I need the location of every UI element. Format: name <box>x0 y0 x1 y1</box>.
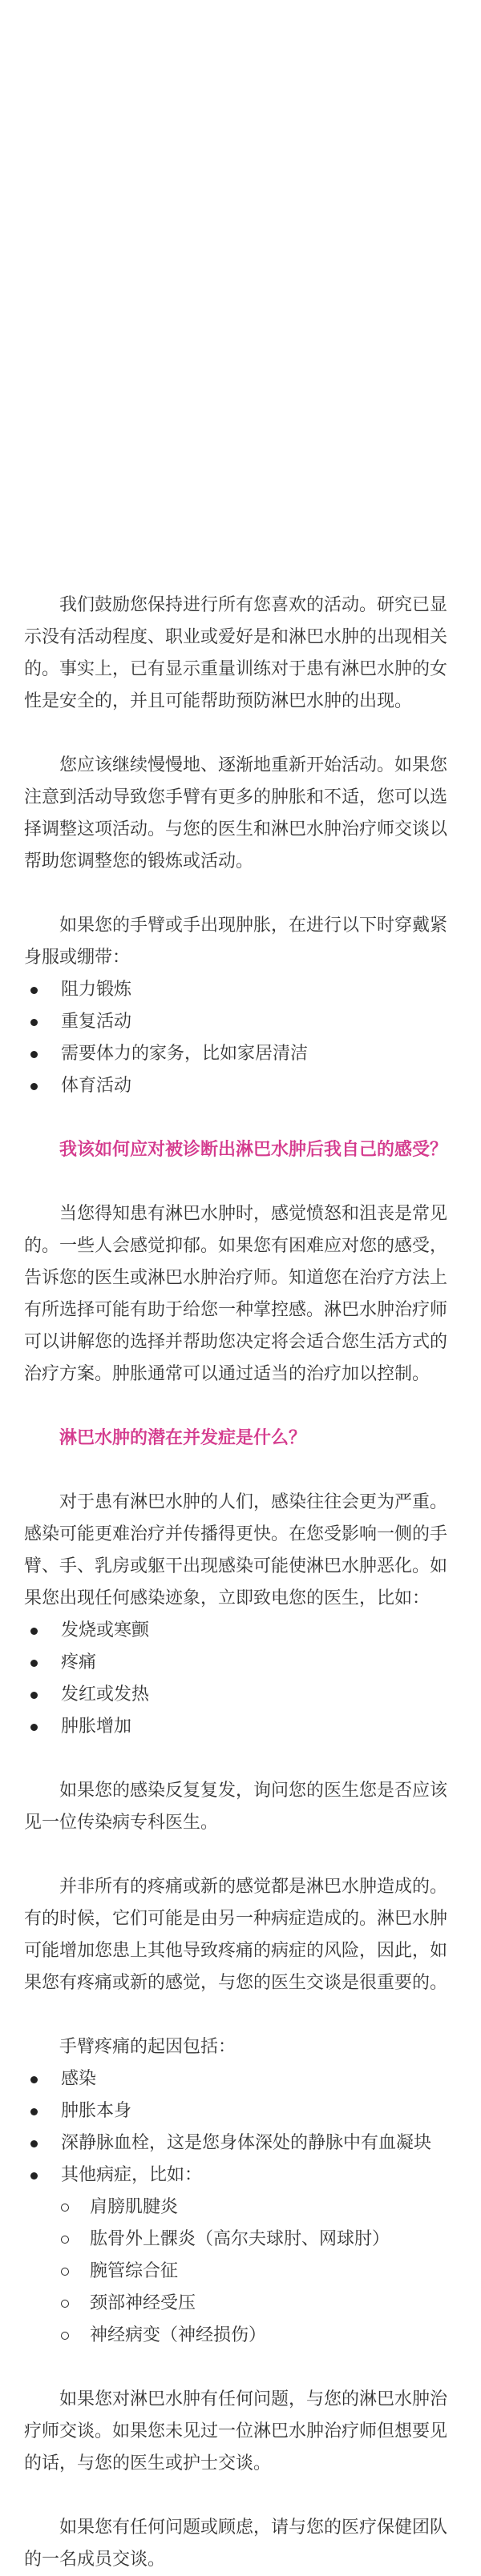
list-item: 发红或发热 <box>24 1679 457 1711</box>
hollow-bullet-icon <box>61 2236 69 2244</box>
list-item: 发烧或寒颤 <box>24 1615 457 1647</box>
sub-list-item: 腕管综合征 <box>24 2256 457 2288</box>
paragraph-compression-garment: 如果您的手臂或手出现肿胀，在进行以下时穿戴紧身服或绷带： <box>24 916 448 968</box>
bullet-icon <box>30 1660 38 1667</box>
blank-area <box>0 0 481 590</box>
list-item: 需要体力的家务，比如家居清洁 <box>24 1038 457 1070</box>
hollow-bullet-icon <box>61 2204 69 2212</box>
hollow-bullet-icon <box>61 2268 69 2276</box>
paragraph-activities-intro: 我们鼓励您保持进行所有您喜欢的活动。研究已显示没有活动程度、职业或爱好是和淋巴水肿的出现相关的。事实上，已有显示重量训练对于患有淋巴水肿的女性是安全的，并且可能帮助预防淋巴水肿的出现。 <box>24 595 448 711</box>
arm-pain-cause-list <box>24 2063 457 2352</box>
list-item: 深静脉血栓，这是您身体深处的静脉中有血凝块 <box>24 2127 457 2159</box>
paragraph-infection: 对于患有淋巴水肿的人们，感染往往会更为严重。感染可能更难治疗并传播得更快。在您受影响一侧的手臂、手、乳房或躯干出现感染可能使淋巴水肿恶化。如果您出现任何感染迹象，立即致电您的医生，比如： <box>24 1492 448 1608</box>
bullet-icon <box>30 1692 38 1699</box>
bullet-icon <box>30 987 38 994</box>
bullet-icon <box>30 1019 38 1026</box>
list-item: 体育活动 <box>24 1070 457 1102</box>
bullet-icon <box>30 1051 38 1058</box>
bullet-icon <box>30 1628 38 1635</box>
paragraph-therapist-questions: 如果您对淋巴水肿有任何问题，与您的淋巴水肿治疗师交谈。如果您未见过一位淋巴水肿治疗师但想要见的话，与您的医生或护士交谈。 <box>24 2389 448 2473</box>
list-item: 疼痛 <box>24 1647 457 1679</box>
list-item: 感染 <box>24 2063 457 2095</box>
other-condition-list <box>24 2192 457 2352</box>
list-item: 重复活动 <box>24 1006 457 1038</box>
hollow-bullet-icon <box>61 2332 69 2340</box>
bullet-icon <box>30 2076 38 2083</box>
section-heading-feelings: 我该如何应对被诊断出淋巴水肿后我自己的感受？ <box>59 1140 448 1160</box>
sub-list-item: 神经病变（神经损伤） <box>24 2320 457 2352</box>
hollow-bullet-icon <box>61 2300 69 2308</box>
paragraph-recurrent-infection: 如果您的感染反复复发，询问您的医生您是否应该见一位传染病专科医生。 <box>24 1781 448 1833</box>
paragraph-arm-pain-causes: 手臂疼痛的起因包括： <box>59 2037 236 2057</box>
article-content <box>24 590 457 2576</box>
infection-sign-list <box>24 1615 457 1743</box>
list-item: 阻力锻炼 <box>24 974 457 1006</box>
bullet-icon <box>30 2140 38 2147</box>
paragraph-resume-activity: 您应该继续慢慢地、逐渐地重新开始活动。如果您注意到活动导致您手臂有更多的肿胀和不适，您可以选择调整这项活动。与您的医生和淋巴水肿治疗师交谈以帮助您调整您的锻炼或活动。 <box>24 755 448 871</box>
bullet-icon <box>30 1083 38 1090</box>
paragraph-feelings: 当您得知患有淋巴水肿时，感觉愤怒和沮丧是常见的。一些人会感觉抑郁。如果您有困难应对您的感受，告诉您的医生或淋巴水肿治疗师。知道您在治疗方法上有所选择可能有助于给您一种掌控感。淋巴水肿治疗师可以讲解您的选择并帮助您决定将会适合您生活方式的治疗方案。肿胀通常可以通过适当的治疗加以控制。 <box>24 1204 448 1384</box>
list-item: 肿胀增加 <box>24 1711 457 1743</box>
sub-list-item: 颈部神经受压 <box>24 2288 457 2320</box>
bullet-icon <box>30 2108 38 2115</box>
paragraph-care-team: 如果您有任何问题或顾虑，请与您的医疗保健团队的一名成员交谈。 <box>24 2518 448 2570</box>
bullet-icon <box>30 1724 38 1731</box>
sub-list-item: 肩膀肌腱炎 <box>24 2192 457 2224</box>
list-item: 肿胀本身 <box>24 2095 457 2127</box>
sub-list-item: 肱骨外上髁炎（高尔夫球肘、网球肘） <box>24 2224 457 2256</box>
section-heading-complications: 淋巴水肿的潜在并发症是什么？ <box>59 1428 307 1448</box>
compression-activity-list <box>24 974 457 1102</box>
bullet-icon <box>30 2172 38 2180</box>
list-item: 其他病症，比如： 肩膀肌腱炎 肱骨外上髁炎（高尔夫球肘、网球肘） 腕管综合征 颈部神经受压 神经病变（神经损伤） <box>24 2159 457 2352</box>
paragraph-new-sensations: 并非所有的疼痛或新的感觉都是淋巴水肿造成的。有的时候，它们可能是由另一种病症造成的。淋巴水肿可能增加您患上其他导致疼痛的病症的风险，因此，如果您有疼痛或新的感觉，与您的医生交谈是很重要的。 <box>24 1877 448 1993</box>
